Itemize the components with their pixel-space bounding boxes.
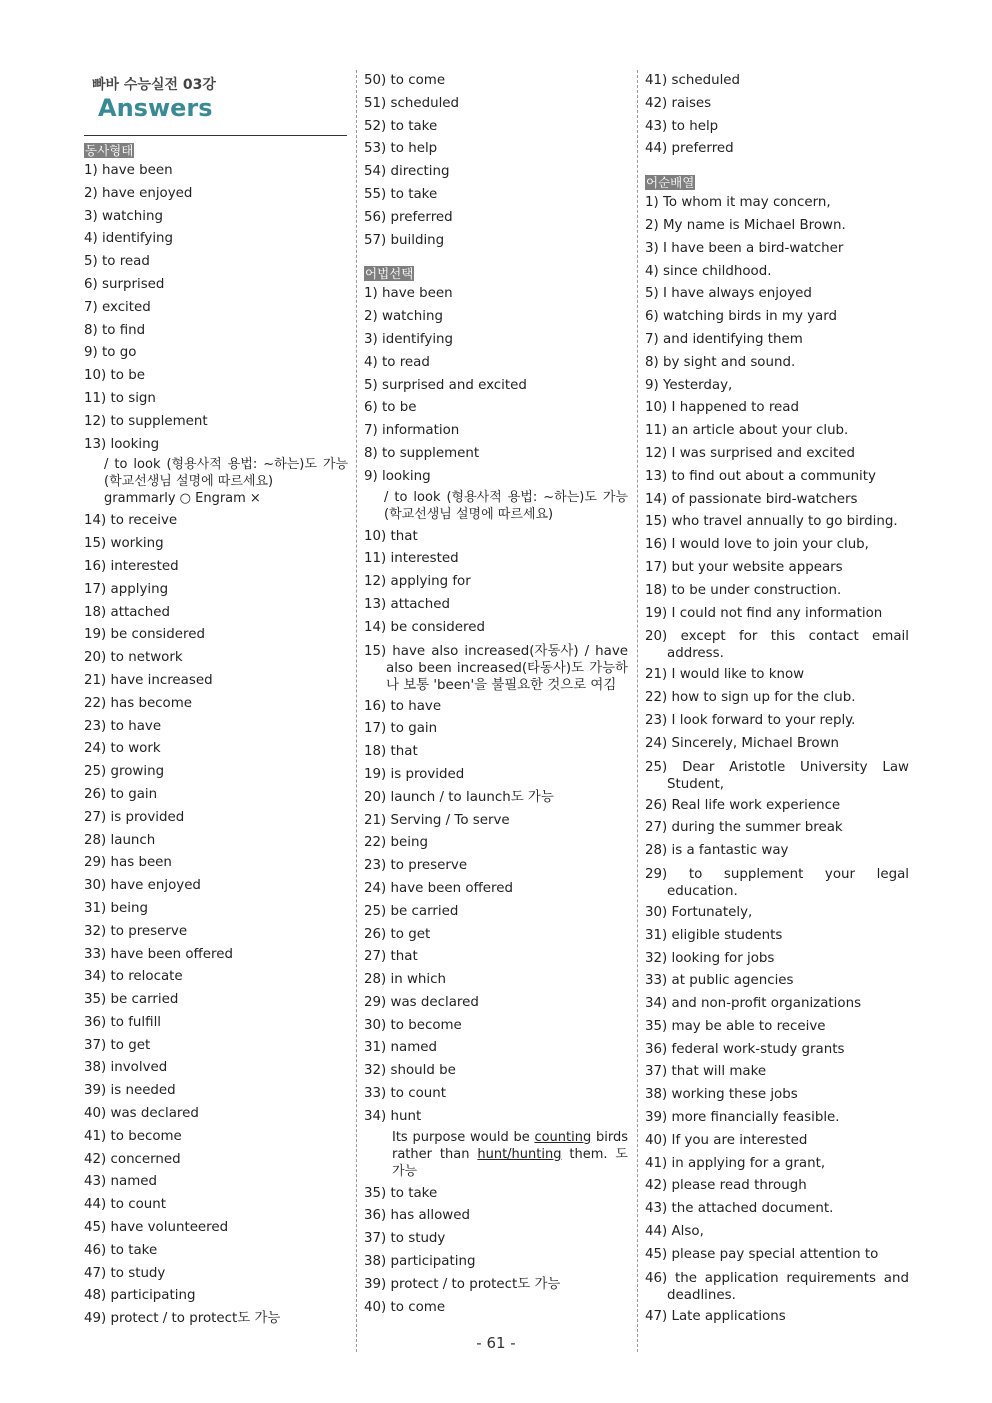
answer-item: 27) is provided bbox=[84, 809, 185, 825]
answer-item: 31) eligible students bbox=[645, 927, 783, 943]
answer-item: 5) to read bbox=[84, 254, 150, 270]
answer-item: 1) To whom it may concern, bbox=[645, 195, 831, 211]
note-text: Its purpose would be bbox=[392, 1129, 530, 1145]
answer-item: 13) attached bbox=[364, 596, 451, 612]
answer-item: 43) to help bbox=[645, 118, 719, 134]
answer-item: 49) protect / to protect도 가능 bbox=[84, 1311, 281, 1327]
answer-item: 8) by sight and sound. bbox=[645, 354, 796, 370]
answer-item: 37) to get bbox=[84, 1037, 151, 1053]
column-divider bbox=[356, 70, 357, 1352]
answer-note: / to look (형용사적 용법: ~하는)도 가능 (학교선생님 설명에 따르세요) bbox=[104, 457, 348, 490]
answer-item: 10) I happened to read bbox=[645, 400, 799, 416]
answer-item: 38) working these jobs bbox=[645, 1087, 798, 1103]
answer-item: 14) to receive bbox=[84, 513, 178, 529]
answer-item: 37) to study bbox=[364, 1231, 446, 1247]
answer-item: 34) hunt bbox=[364, 1108, 422, 1124]
answer-item: 36) has allowed bbox=[364, 1208, 470, 1224]
answer-list-order-c bbox=[645, 795, 909, 863]
answer-item: 29) was declared bbox=[364, 994, 479, 1010]
answer-item: 19) be considered bbox=[84, 627, 205, 643]
answer-item: 41) in applying for a grant, bbox=[645, 1155, 826, 1171]
answer-list-verb-form-c bbox=[364, 70, 628, 252]
answer-item: 35) be carried bbox=[84, 992, 179, 1008]
answer-item: 2) My name is Michael Brown. bbox=[645, 217, 846, 233]
answer-item: 9) looking bbox=[364, 468, 431, 484]
answer-item: 7) and identifying them bbox=[645, 331, 803, 347]
answer-item: 3) watching bbox=[84, 208, 163, 224]
answer-item: 6) surprised bbox=[84, 276, 165, 292]
answer-item: 39) more financially feasible. bbox=[645, 1110, 840, 1126]
answer-note: / to look (형용사적 용법: ~하는)도 가능 (학교선생님 설명에 따르세요) bbox=[384, 489, 628, 522]
answer-item: 25) growing bbox=[84, 764, 165, 780]
answer-item: 29) to supplement your legal education. bbox=[645, 866, 909, 899]
answer-item: 2) have enjoyed bbox=[84, 185, 193, 201]
answer-item: 24) Sincerely, Michael Brown bbox=[645, 735, 840, 751]
column-2 bbox=[364, 70, 628, 1319]
answer-item: 29) has been bbox=[84, 855, 172, 871]
answer-item: 32) looking for jobs bbox=[645, 950, 775, 966]
answer-item: 4) identifying bbox=[84, 231, 174, 247]
answer-item: 3) identifying bbox=[364, 331, 454, 347]
answer-item: 24) to work bbox=[84, 741, 161, 757]
answer-item: 40) If you are interested bbox=[645, 1132, 808, 1148]
answer-list-grammar-d bbox=[364, 1183, 628, 1320]
answer-item: 46) to take bbox=[84, 1242, 158, 1258]
answer-item: 16) interested bbox=[84, 558, 179, 574]
section-label-verb-form: 동사형태 bbox=[85, 143, 134, 158]
answer-item: 46) the application requirements and deadlines. bbox=[645, 1270, 909, 1303]
answer-item: 1) have been bbox=[84, 163, 173, 178]
answer-item: 28) in which bbox=[364, 972, 446, 988]
answer-item: 24) have been offered bbox=[364, 880, 513, 896]
answer-item: 42) concerned bbox=[84, 1151, 181, 1167]
answer-item: 51) scheduled bbox=[364, 95, 460, 111]
answer-item: 39) protect / to protect도 가능 bbox=[364, 1276, 561, 1292]
answer-item: 41) scheduled bbox=[645, 73, 741, 88]
answer-item: 17) applying bbox=[84, 581, 169, 597]
answer-list-order-a bbox=[645, 192, 909, 625]
answer-item: 20) to network bbox=[84, 650, 183, 666]
answer-item: 33) at public agencies bbox=[645, 973, 794, 989]
answer-note: grammarly ○ Engram × bbox=[104, 491, 261, 507]
answer-item: 37) that will make bbox=[645, 1064, 767, 1080]
answer-item: 16) to have bbox=[364, 698, 442, 714]
answer-item: 15) have also increased(자동사) / have also been increased(타동사)도 가능하나 보통 'been'을 불필요한 것으로 여김 bbox=[364, 643, 628, 693]
answer-item: 25) Dear Aristotle University Law Student, bbox=[645, 759, 909, 792]
answer-item: 41) to become bbox=[84, 1128, 182, 1144]
answer-item: 21) have increased bbox=[84, 672, 213, 688]
answer-item: 9) to go bbox=[84, 345, 137, 361]
answer-item: 32) should be bbox=[364, 1063, 456, 1079]
answer-item: 23) I look forward to your reply. bbox=[645, 712, 856, 728]
answer-item: 30) Fortunately, bbox=[645, 904, 753, 920]
answer-item: 44) Also, bbox=[645, 1224, 704, 1240]
answer-list-grammar-e bbox=[645, 70, 909, 161]
answer-item: 48) participating bbox=[84, 1288, 196, 1304]
answer-list-order-b bbox=[645, 664, 909, 755]
answer-item: 34) to relocate bbox=[84, 969, 183, 985]
title-rule bbox=[84, 135, 347, 136]
answer-item: 44) preferred bbox=[645, 141, 734, 157]
answer-item: 7) excited bbox=[84, 299, 151, 315]
answer-item: 18) to be under construction. bbox=[645, 582, 842, 598]
answer-item: 14) of passionate bird-watchers bbox=[645, 491, 858, 507]
answer-item: 12) I was surprised and excited bbox=[645, 445, 855, 461]
answer-item: 30) to become bbox=[364, 1017, 462, 1033]
answer-item: 18) that bbox=[364, 744, 418, 760]
answer-item: 26) to get bbox=[364, 926, 431, 942]
answer-item: 4) since childhood. bbox=[645, 263, 772, 279]
answer-item: 33) to count bbox=[364, 1086, 446, 1102]
note-underlined: counting bbox=[534, 1129, 592, 1145]
answer-item: 22) being bbox=[364, 835, 428, 851]
answer-item: 36) federal work-study grants bbox=[645, 1041, 845, 1057]
answer-item: 3) I have been a bird-watcher bbox=[645, 240, 844, 256]
column-1 bbox=[84, 70, 348, 1331]
answer-item: 43) the attached document. bbox=[645, 1201, 834, 1217]
answer-item: 18) attached bbox=[84, 604, 171, 620]
answer-item: 23) to have bbox=[84, 718, 162, 734]
answer-list-grammar-c bbox=[364, 696, 628, 1106]
section-label-word-order: 어순배열 bbox=[646, 175, 695, 191]
answer-item: 45) please pay special attention to bbox=[645, 1246, 879, 1262]
answer-item: 52) to take bbox=[364, 118, 438, 134]
answer-item: 30) have enjoyed bbox=[84, 878, 201, 894]
answer-item: 38) involved bbox=[84, 1060, 168, 1076]
answer-item: 21) Serving / To serve bbox=[364, 812, 510, 828]
answer-item: 43) named bbox=[84, 1174, 157, 1190]
page-number: - 61 - bbox=[476, 1334, 516, 1352]
answer-item: 38) participating bbox=[364, 1254, 476, 1270]
answer-item: 13) to find out about a community bbox=[645, 468, 876, 484]
answer-item: 20) launch / to launch도 가능 bbox=[364, 789, 554, 805]
answer-item: 40) to come bbox=[364, 1299, 446, 1315]
answer-list-order-e bbox=[645, 1306, 909, 1329]
answer-item: 4) to read bbox=[364, 354, 430, 370]
answer-item: 15) working bbox=[84, 536, 164, 552]
answer-item: 55) to take bbox=[364, 186, 438, 202]
answer-item: 56) preferred bbox=[364, 209, 453, 225]
note-underlined: hunt/hunting bbox=[477, 1146, 562, 1162]
answer-item: 45) have volunteered bbox=[84, 1220, 229, 1236]
answer-item: 47) to study bbox=[84, 1265, 166, 1281]
answer-item: 22) has become bbox=[84, 695, 193, 711]
column-divider bbox=[637, 70, 638, 1352]
answer-item: 11) an article about your club. bbox=[645, 423, 849, 439]
answer-item: 12) applying for bbox=[364, 574, 471, 590]
answer-item: 20) except for this contact email address. bbox=[645, 629, 909, 662]
answer-item: 17) but your website appears bbox=[645, 559, 843, 575]
answer-list-verb-form-b bbox=[84, 510, 348, 1331]
answer-item: 21) I would like to know bbox=[645, 667, 805, 683]
answer-item: 39) is needed bbox=[84, 1083, 176, 1099]
answer-list-order-d bbox=[645, 902, 909, 1267]
answer-item: 10) that bbox=[364, 528, 418, 544]
answer-item: 28) launch bbox=[84, 832, 156, 848]
answer-item: 6) to be bbox=[364, 400, 417, 416]
answer-item: 8) to find bbox=[84, 322, 146, 338]
answer-item: 7) information bbox=[364, 423, 460, 439]
answer-item: 57) building bbox=[364, 232, 445, 248]
answer-item: 26) to gain bbox=[84, 786, 158, 802]
answer-item: 50) to come bbox=[364, 73, 446, 88]
column-3 bbox=[645, 70, 909, 1328]
answer-item: 44) to count bbox=[84, 1197, 166, 1213]
answer-item: 31) being bbox=[84, 900, 148, 916]
answer-item: 47) Late applications bbox=[645, 1308, 786, 1324]
answer-item: 54) directing bbox=[364, 164, 450, 180]
answer-item: 40) was declared bbox=[84, 1106, 199, 1122]
answer-item: 14) be considered bbox=[364, 619, 485, 635]
answer-item: 26) Real life work experience bbox=[645, 797, 841, 813]
answer-item: 32) to preserve bbox=[84, 923, 188, 939]
answer-item: 12) to supplement bbox=[84, 413, 208, 429]
note-text: them. 도 가능 bbox=[392, 1146, 628, 1179]
answer-item: 34) and non-profit organizations bbox=[645, 996, 862, 1012]
answer-item: 42) please read through bbox=[645, 1178, 807, 1194]
answer-item: 13) looking bbox=[84, 436, 160, 452]
answer-item: 33) have been offered bbox=[84, 946, 233, 962]
lesson-subtitle: 빠바 수능실전 03강 bbox=[92, 77, 216, 93]
answer-item: 1) have been bbox=[364, 286, 453, 302]
answer-item: 17) to gain bbox=[364, 721, 438, 737]
answer-item: 10) to be bbox=[84, 368, 145, 384]
answer-list-verb-form-a bbox=[84, 160, 348, 434]
answer-item: 22) how to sign up for the club. bbox=[645, 690, 856, 706]
answer-item: 19) is provided bbox=[364, 766, 465, 782]
answer-item: 16) I would love to join your club, bbox=[645, 537, 869, 553]
answer-item: 35) to take bbox=[364, 1185, 438, 1201]
answer-item: 11) to sign bbox=[84, 390, 156, 406]
answer-item: 9) Yesterday, bbox=[645, 377, 733, 393]
answer-item: 28) is a fantastic way bbox=[645, 843, 789, 859]
answer-item: 31) named bbox=[364, 1040, 437, 1056]
section-label-grammar-choice: 어법선택 bbox=[365, 266, 414, 282]
answer-item: 23) to preserve bbox=[364, 858, 468, 874]
answer-item: 6) watching birds in my yard bbox=[645, 309, 838, 325]
answer-item: 5) surprised and excited bbox=[364, 377, 527, 393]
page-title: Answers bbox=[98, 94, 213, 122]
answer-list-grammar-a bbox=[364, 283, 628, 465]
answer-item: 27) during the summer break bbox=[645, 820, 843, 836]
answer-item: 36) to fulfill bbox=[84, 1014, 162, 1030]
answer-item: 5) I have always enjoyed bbox=[645, 286, 812, 302]
answer-item: 42) raises bbox=[645, 95, 712, 111]
answer-item: 35) may be able to receive bbox=[645, 1018, 826, 1034]
answer-item: 27) that bbox=[364, 949, 418, 965]
answer-item: 19) I could not find any information bbox=[645, 605, 883, 621]
answer-item: 15) who travel annually to go birding. bbox=[645, 514, 898, 530]
answer-item: 25) be carried bbox=[364, 903, 459, 919]
answer-item: 2) watching bbox=[364, 309, 443, 325]
answer-item: 11) interested bbox=[364, 551, 459, 567]
answer-item: 8) to supplement bbox=[364, 445, 480, 461]
answer-note bbox=[364, 1129, 628, 1183]
answer-item: 53) to help bbox=[364, 141, 438, 157]
note-text: birds rather than bbox=[392, 1129, 628, 1162]
answer-list-grammar-b bbox=[364, 526, 628, 640]
